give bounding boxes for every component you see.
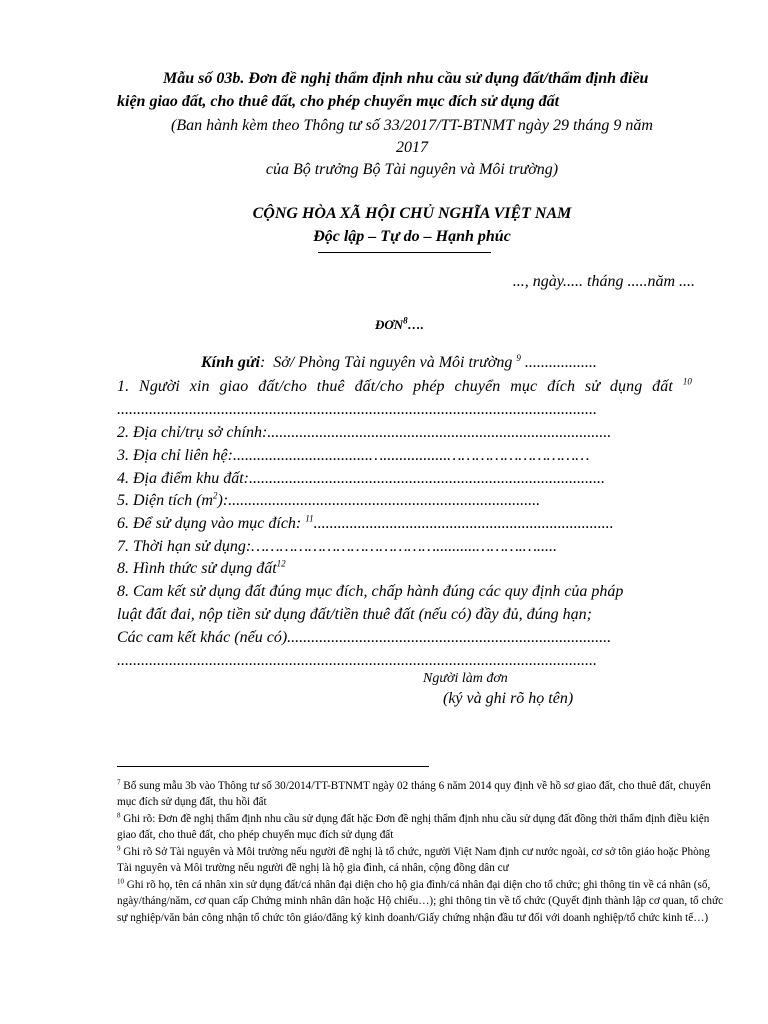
field-area-label: 5. Diện tích (m xyxy=(117,492,213,509)
footnote-separator xyxy=(117,766,429,767)
footnote-9-text: Ghi rõ Sở Tài nguyên và Môi trường nếu người đề nghị là tổ chức, người Việt Nam định cư nước ngoài, cơ sở tôn giáo hoặc Phòng Tài nguyên và Môi trường nếu người đề nghị là hộ gia đình, cá nhân, cộng đồng dân cư xyxy=(117,846,710,875)
document-title-suffix: …. xyxy=(407,317,424,332)
footnote-8 xyxy=(117,811,725,844)
footnote-10 xyxy=(117,877,725,926)
footnote-ref-8: 8 xyxy=(403,315,408,326)
field-area xyxy=(117,491,540,511)
field-other-commitments-dots: ........................................................................................................................ xyxy=(117,652,597,669)
footnote-ref-12: 12 xyxy=(276,558,286,569)
recipient-colon: : xyxy=(259,354,266,371)
footnote-10-text: Ghi rõ họ, tên cá nhân xin sử dụng đất/cá nhân đại diện cho hộ gia đình/cá nhân đại diện cho tổ chức; ghi thông tin về cá nhân (số, ngày/tháng/năm, cơ quan cấp Chứng minh nhân dân hoặc Hộ chiếu…); ghi thông tin về tổ chức (Quyết định thành lập cơ quan, tổ chức sự nghiệp/văn bản công nhận tổ chức tôn giáo/đăng ký kinh doanh/Giấy chứng nhận đầu tư đối với doanh nghiệp/tổ chức kinh tế…) xyxy=(117,879,724,924)
field-land-location: 4. Địa điểm khu đất:......................................................................................... xyxy=(117,470,605,487)
footnote-ref-9: 9 xyxy=(516,352,521,363)
field-purpose xyxy=(117,514,614,534)
field-other-commitments: Các cam kết khác (nếu có)................................................................................. xyxy=(117,629,612,646)
footnote-7-number: 7 xyxy=(117,778,121,787)
footnote-ref-11: 11 xyxy=(305,513,314,524)
form-title-line2: kiện giao đất, cho thuê đất, cho phép chuyển mục đích sử dụng đất xyxy=(117,93,560,110)
issued-line1: (Ban hành kèm theo Thông tư số 33/2017/TT-BTNMT ngày 29 tháng 9 năm xyxy=(171,117,653,134)
field-applicant-label: 1. Người xin giao đất/cho thuê đất/cho phép chuyển mục đích sử dụng đất xyxy=(117,378,673,395)
issued-line2: 2017 xyxy=(396,139,428,156)
field-duration: 7. Thời hạn sử dụng:…………………………………..........……….…..... xyxy=(117,538,558,555)
document-title xyxy=(375,317,424,333)
recipient-value: Sở/ Phòng Tài nguyên và Môi trường xyxy=(273,354,513,371)
field-purpose-dots: ........................................................................... xyxy=(313,515,614,532)
field-contact-address: 3. Địa chỉ liên hệ:..................................…................………………………… xyxy=(117,447,590,464)
form-title-line1: Mẫu số 03b. Đơn đề nghị thẩm định nhu cầu sử dụng đất/thẩm định điều xyxy=(163,70,649,87)
country-name: CỘNG HÒA XÃ HỘI CHỦ NGHĨA VIỆT NAM xyxy=(252,205,572,222)
motto: Độc lập – Tự do – Hạnh phúc xyxy=(313,228,511,245)
signature-title: Người làm đơn xyxy=(423,671,508,686)
recipient-line xyxy=(201,354,597,372)
footnote-9 xyxy=(117,844,725,877)
field-form-of-use-label: 8. Hình thức sử dụng đất xyxy=(117,560,277,577)
area-unit-superscript: 2 xyxy=(212,490,218,501)
field-form-of-use xyxy=(117,559,286,579)
issued-line3: của Bộ trưởng Bộ Tài nguyên và Môi trường) xyxy=(265,161,559,178)
date-line: ..., ngày..... tháng .....năm .... xyxy=(512,273,695,290)
footnote-8-number: 8 xyxy=(117,811,121,820)
field-applicant-dots: ........................................................................................................................ xyxy=(117,401,597,418)
recipient-dots: .................. xyxy=(520,354,597,371)
field-address: 2. Địa chỉ/trụ sở chính:...................................................................................... xyxy=(117,424,612,441)
footnote-8-text: Ghi rõ: Đơn đề nghị thẩm định nhu cầu sử dụng đất hặc Đơn đề nghị thẩm định nhu cầu sử dụng đất đồng thời thẩm định điều kiện giao đất, cho thuê đất, cho phép chuyển mục đích sử dụng đất xyxy=(117,813,710,842)
signature-note: (ký và ghi rõ họ tên) xyxy=(443,690,574,707)
footnote-7 xyxy=(117,778,725,811)
field-applicant xyxy=(117,377,692,397)
footnote-ref-10: 10 xyxy=(682,376,693,387)
field-commitment-line2: luật đất đai, nộp tiền sử dụng đất/tiền thuê đất (nếu có) đầy đủ, đúng hạn; xyxy=(117,606,592,623)
footnote-9-number: 9 xyxy=(117,844,121,853)
field-area-dots: ):.............................................................................. xyxy=(217,492,541,509)
recipient-label: Kính gửi xyxy=(201,354,260,371)
field-commitment-line1: 8. Cam kết sử dụng đất đúng mục đích, chấp hành đúng các quy định của pháp xyxy=(117,583,624,600)
footnote-7-text: Bổ sung mẫu 3b vào Thông tư số 30/2014/TT-BTNMT ngày 02 tháng 6 năm 2014 quy định về hồ sơ giao đất, cho thuê đất, chuyển mục đích sử dụng đất, thu hồi đất xyxy=(117,780,711,809)
footnote-10-number: 10 xyxy=(117,877,124,886)
document-title-text: ĐƠN xyxy=(375,317,404,332)
field-purpose-label: 6. Để sử dụng vào mục đích: xyxy=(117,515,306,532)
motto-underline xyxy=(318,252,491,253)
